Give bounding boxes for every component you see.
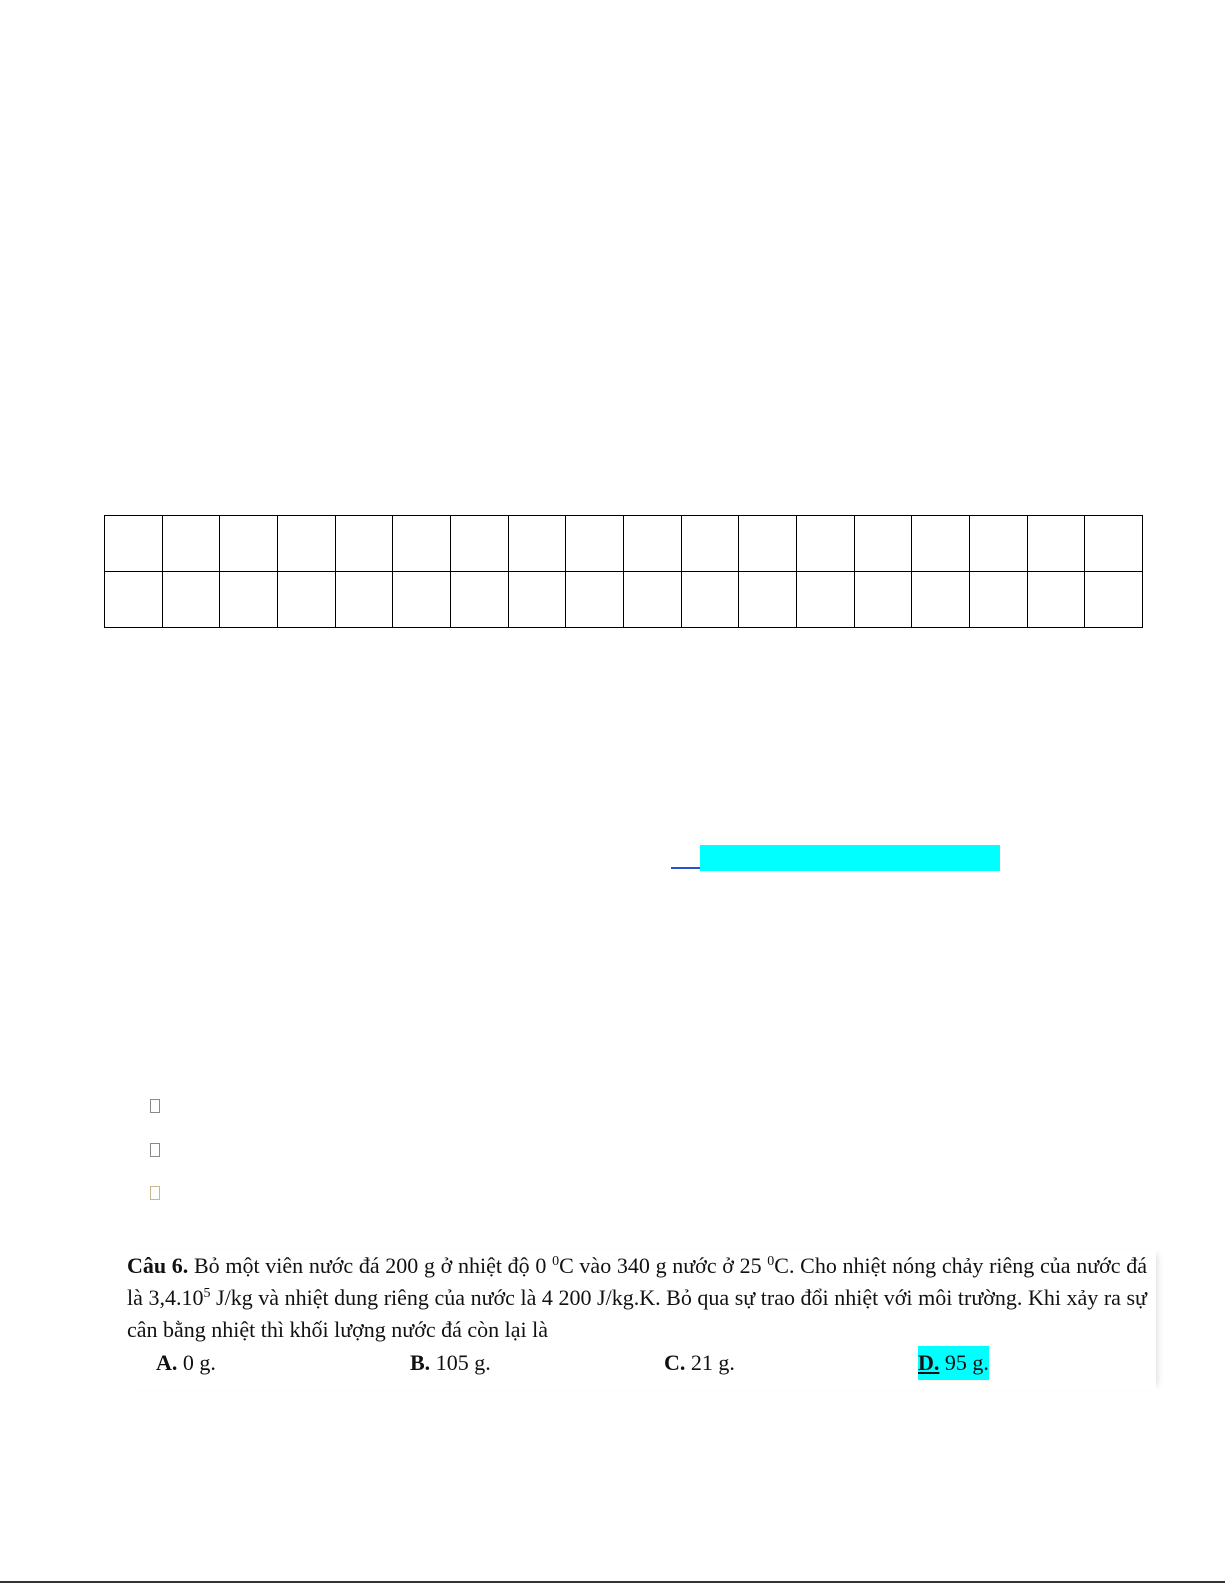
- question-text-part: J/kg và nhiệt dung riêng của nước là 4 200 J/kg.K. Bỏ qua sự trao đổi nhiệt với môi trường. Khi xảy ra sự cân bằng nhiệt thì khối lượng nước đá còn lại là: [127, 1285, 1147, 1342]
- grid-cell: [739, 516, 797, 572]
- grid-cell: [623, 516, 681, 572]
- grid-cell: [1085, 516, 1143, 572]
- option-letter: B.: [410, 1350, 431, 1375]
- option-a[interactable]: [156, 1346, 216, 1380]
- option-letter: A.: [156, 1350, 178, 1375]
- grid-cell: [796, 572, 854, 628]
- option-value: 95 g.: [939, 1350, 989, 1375]
- grid-cell: [162, 516, 220, 572]
- grid-cell: [105, 516, 163, 572]
- grid-cell: [912, 572, 970, 628]
- grid-cell: [912, 516, 970, 572]
- grid-cell: [1085, 572, 1143, 628]
- grid-cell: [220, 516, 278, 572]
- grid-cell: [566, 516, 624, 572]
- grid-cell: [393, 516, 451, 572]
- missing-glyph-box: [150, 1099, 160, 1113]
- page-bottom-rule: [0, 1581, 1225, 1583]
- answer-grid-table: [104, 515, 1143, 628]
- superscript: 0: [552, 1254, 560, 1269]
- option-value: 105 g.: [430, 1350, 491, 1375]
- option-b[interactable]: [410, 1346, 491, 1380]
- answer-options: [127, 1346, 1147, 1380]
- grid-cell: [566, 572, 624, 628]
- option-value: 0 g.: [177, 1350, 216, 1375]
- option-c[interactable]: [664, 1346, 735, 1380]
- grid-cell: [854, 572, 912, 628]
- question-6-block: [118, 1250, 1156, 1390]
- question-label: Câu 6.: [127, 1253, 189, 1278]
- grid-cell: [105, 572, 163, 628]
- grid-cell: [277, 516, 335, 572]
- missing-glyph-box: [150, 1143, 160, 1157]
- highlight-underline: [671, 867, 700, 869]
- option-letter: D.: [918, 1350, 940, 1375]
- grid-row: [105, 516, 1143, 572]
- grid-cell: [681, 572, 739, 628]
- grid-cell: [969, 572, 1027, 628]
- grid-cell: [277, 572, 335, 628]
- question-text-part: C. Cho nhiệt nóng chảy riêng của nước đá là 3,4.10: [127, 1253, 1147, 1310]
- question-text-part: Bỏ một viên nước đá 200 g ở nhiệt độ 0: [188, 1253, 553, 1278]
- highlight-bar: [700, 845, 1000, 871]
- grid-cell: [681, 516, 739, 572]
- superscript: 0: [767, 1254, 775, 1269]
- missing-glyph-box: [150, 1186, 160, 1200]
- grid-row: [105, 572, 1143, 628]
- grid-cell: [393, 572, 451, 628]
- option-value: 21 g.: [685, 1350, 735, 1375]
- option-d-highlighted[interactable]: [918, 1346, 989, 1380]
- grid-cell: [508, 572, 566, 628]
- superscript: 5: [203, 1286, 211, 1301]
- grid-cell: [623, 572, 681, 628]
- grid-cell: [508, 516, 566, 572]
- grid-cell: [1027, 572, 1085, 628]
- option-letter: C.: [664, 1350, 686, 1375]
- question-text: [127, 1250, 1147, 1346]
- grid-cell: [335, 516, 393, 572]
- grid-cell: [1027, 516, 1085, 572]
- grid-cell: [450, 516, 508, 572]
- grid-cell: [162, 572, 220, 628]
- grid-cell: [335, 572, 393, 628]
- grid-cell: [220, 572, 278, 628]
- question-text-part: C vào 340 g nước ở 25: [559, 1253, 768, 1278]
- grid-cell: [739, 572, 797, 628]
- grid-cell: [450, 572, 508, 628]
- grid-cell: [796, 516, 854, 572]
- grid-cell: [969, 516, 1027, 572]
- grid-cell: [854, 516, 912, 572]
